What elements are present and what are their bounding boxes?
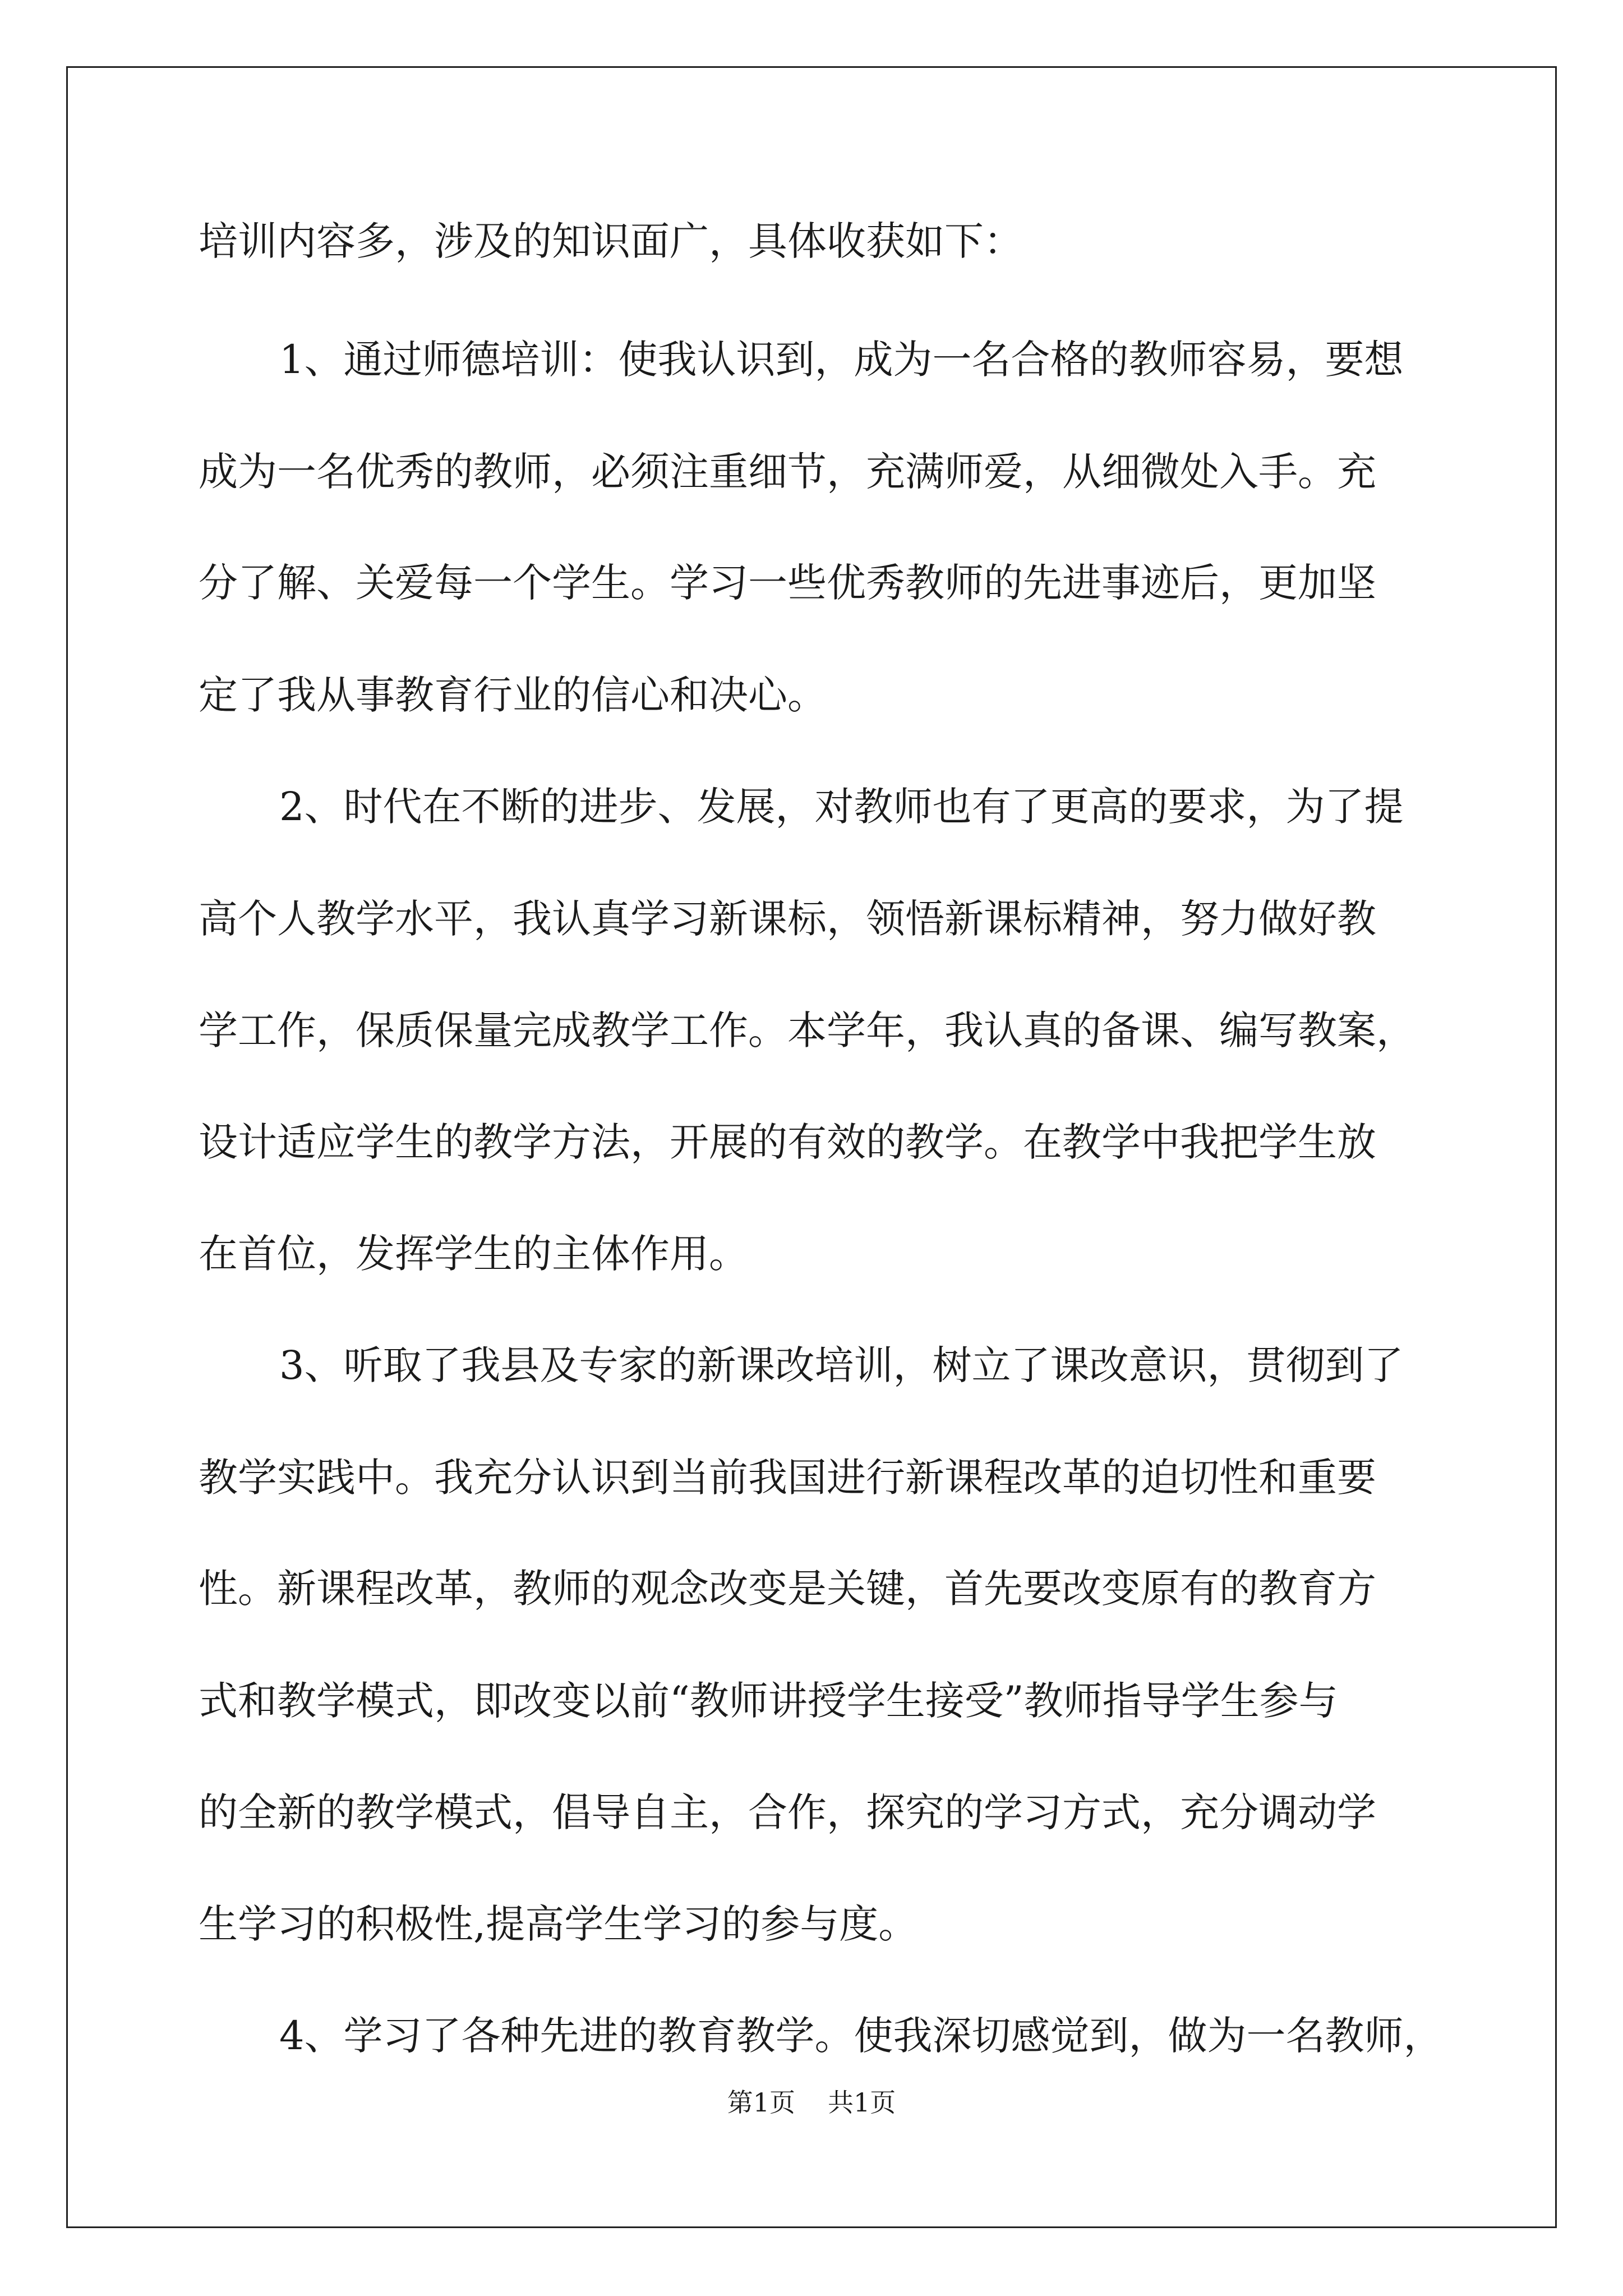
text-line: 生学习的积极性,提高学生学习的参与度。 xyxy=(199,1901,918,1947)
page-footer xyxy=(0,2086,1623,2119)
text-line: 设计适应学生的教学方法，开展的有效的教学。在教学中我把学生放 xyxy=(199,1119,1376,1165)
text-line: 3、听取了我县及专家的新课改培训，树立了课改意识，贯彻到了 xyxy=(279,1342,1404,1388)
text-line: 分了解、关爱每一个学生。学习一些优秀教师的先进事迹后，更加坚 xyxy=(199,560,1376,606)
text-line: 的全新的教学模式，倡导自主，合作，探究的学习方式，充分调动学 xyxy=(199,1789,1376,1835)
text-line: 学工作，保质保量完成教学工作。本学年，我认真的备课、编写教案， xyxy=(199,1007,1415,1053)
text-line: 1、通过师德培训：使我认识到，成为一名合格的教师容易，要想 xyxy=(279,337,1404,383)
text-line: 2、时代在不断的进步、发展，对教师也有了更高的要求，为了提 xyxy=(279,784,1404,830)
text-line: 教学实践中。我充分认识到当前我国进行新课程改革的迫切性和重要 xyxy=(199,1455,1376,1501)
text-line: 式和教学模式，即改变以前“教师讲授学生接受”教师指导学生参与 xyxy=(199,1678,1338,1724)
text-line: 高个人教学水平，我认真学习新课标，领悟新课标精神，努力做好教 xyxy=(199,896,1376,942)
text-line: 在首位，发挥学生的主体作用。 xyxy=(199,1231,748,1277)
page-total: 共1页 xyxy=(828,2087,896,2118)
text-line: 成为一名优秀的教师，必须注重细节，充满师爱，从细微处入手。充 xyxy=(199,449,1376,495)
text-line: 培训内容多，涉及的知识面广，具体收获如下： xyxy=(199,218,1023,264)
text-line: 性。新课程改革，教师的观念改变是关键，首先要改变原有的教育方 xyxy=(199,1566,1376,1612)
text-line: 4、学习了各种先进的教育教学。使我深切感觉到，做为一名教师， xyxy=(279,2013,1443,2059)
page-number: 第1页 xyxy=(727,2087,795,2118)
text-line: 定了我从事教育行业的信心和决心。 xyxy=(199,672,827,718)
